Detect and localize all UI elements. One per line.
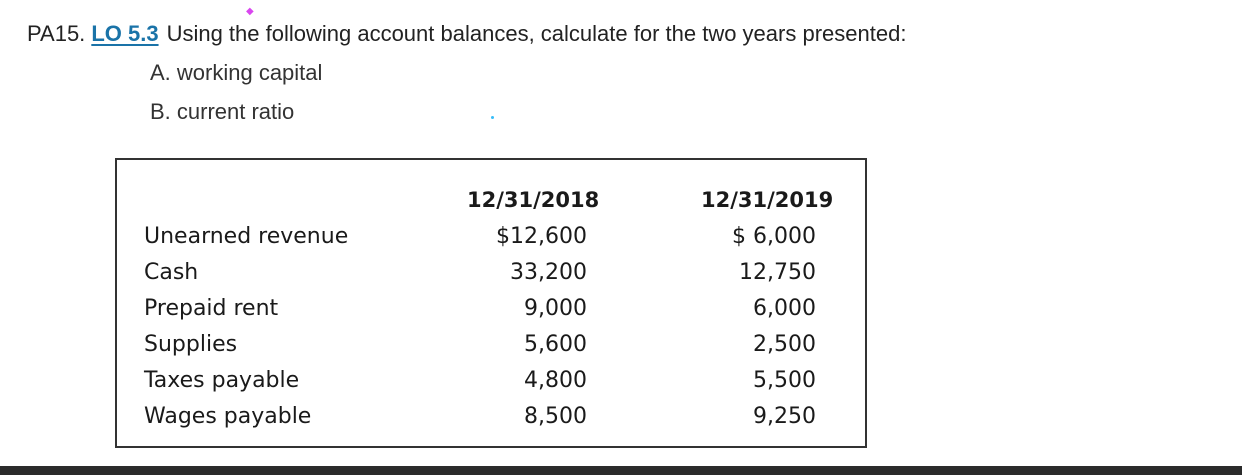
balance-2019: $ 6,000 — [732, 224, 816, 249]
table-row — [117, 327, 865, 363]
problem-prompt: Using the following account balances, calculate for the two years presented: — [166, 21, 907, 46]
table-row — [117, 399, 865, 435]
sub-item-working-capital: A. working capital — [150, 60, 323, 85]
bottom-divider-bar — [0, 466, 1242, 475]
balance-2019: 12,750 — [739, 260, 816, 285]
balance-2018: 4,800 — [524, 368, 587, 393]
table-row — [117, 255, 865, 291]
balance-2018: 5,600 — [524, 332, 587, 357]
balance-2018: 9,000 — [524, 296, 587, 321]
balance-2019: 5,500 — [753, 368, 816, 393]
table-row — [117, 363, 865, 399]
learning-objective-link[interactable]: LO 5.3 — [91, 21, 159, 46]
column-header-2019: 12/31/2019 — [701, 188, 834, 212]
diamond-marker-icon: ◆ — [246, 6, 254, 17]
account-balances-table — [115, 158, 867, 448]
account-label: Wages payable — [144, 404, 312, 429]
balance-2018: 33,200 — [510, 260, 587, 285]
problem-number: PA15. — [27, 21, 86, 46]
dot-marker-icon — [491, 116, 494, 119]
account-label: Prepaid rent — [144, 296, 279, 321]
account-label: Cash — [144, 260, 199, 285]
balance-2019: 2,500 — [753, 332, 816, 357]
table-row — [117, 291, 865, 327]
balance-2018: 8,500 — [524, 404, 587, 429]
account-label: Taxes payable — [144, 368, 300, 393]
balance-2019: 9,250 — [753, 404, 816, 429]
sub-item-current-ratio: B. current ratio — [150, 99, 295, 124]
account-label: Supplies — [144, 332, 238, 357]
balance-2019: 6,000 — [753, 296, 816, 321]
table-row — [117, 219, 865, 255]
column-header-2018: 12/31/2018 — [467, 188, 600, 212]
account-label: Unearned revenue — [144, 224, 349, 249]
balance-2018: $12,600 — [496, 224, 587, 249]
problem-statement — [27, 20, 906, 48]
